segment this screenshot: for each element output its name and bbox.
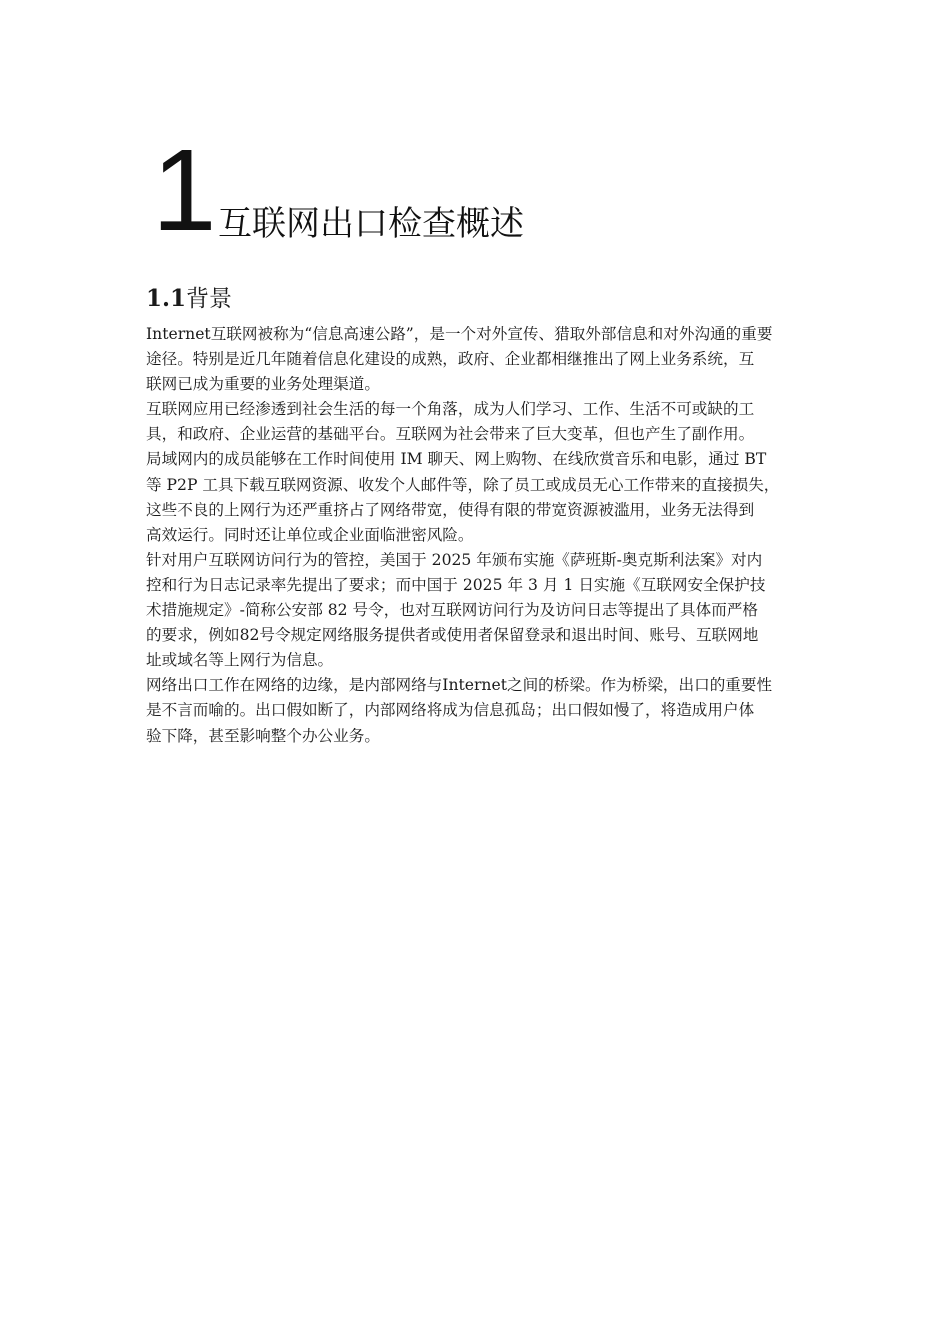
section-heading <box>146 284 232 314</box>
text-line: 网络出口工作在网络的边缘，是内部网络与Internet之间的桥梁。作为桥梁，出口的重要性 <box>146 676 773 695</box>
paragraph <box>146 322 812 397</box>
chapter-heading <box>146 125 826 255</box>
chapter-title: 互联网出口检查概述 <box>218 204 524 244</box>
text-line: 址或域名等上网行为信息。 <box>146 651 334 670</box>
text-line: 互联网应用已经渗透到社会生活的每一个角落，成为人们学习、工作、生活不可或缺的工 <box>146 400 755 419</box>
text-line: 具，和政府、企业运营的基础平台。互联网为社会带来了巨大变革，但也产生了副作用。 <box>146 425 755 444</box>
section-number: 1.1 <box>146 285 187 312</box>
text-line: 联网已成为重要的业务处理渠道。 <box>146 375 380 394</box>
text-line: 高效运行。同时还让单位或企业面临泄密风险。 <box>146 525 474 544</box>
paragraph <box>146 673 812 748</box>
text-line: 验下降，甚至影响整个办公业务。 <box>146 726 380 745</box>
text-line: 控和行为日志记录率先提出了要求；而中国于 2025 年 3 月 1 日实施《互联网安全保护技 <box>146 575 766 594</box>
text-line: Internet互联网被称为“信息高速公路”，是一个对外宣传、猎取外部信息和对外沟通的重要 <box>146 325 773 343</box>
paragraph <box>146 548 812 673</box>
text-line: 等 P2P 工具下载互联网资源、收发个人邮件等，除了员工或成员无心工作带来的直接损失， <box>146 475 780 494</box>
section-title: 背景 <box>186 286 233 312</box>
section-body <box>146 322 812 749</box>
text-line: 的要求，例如82号令规定网络服务提供者或使用者保留登录和退出时间、账号、互联网地 <box>146 626 759 645</box>
paragraph <box>146 397 812 548</box>
text-line: 术措施规定》-简称公安部 82 号令，也对互联网访问行为及访问日志等提出了具体而严格 <box>146 601 758 620</box>
text-line: 这些不良的上网行为还严重挤占了网络带宽，使得有限的带宽资源被滥用，业务无法得到 <box>146 500 755 519</box>
chapter-number: 1 <box>152 125 217 255</box>
text-line: 局域网内的成员能够在工作时间使用 IM 聊天、网上购物、在线欣赏音乐和电影，通过 BT <box>146 450 767 469</box>
text-line: 是不言而喻的。出口假如断了，内部网络将成为信息孤岛；出口假如慢了，将造成用户体 <box>146 701 755 720</box>
text-line: 途径。特别是近几年随着信息化建设的成熟，政府、企业都相继推出了网上业务系统，互 <box>146 350 755 369</box>
text-line: 针对用户互联网访问行为的管控，美国于 2025 年颁布实施《萨班斯-奥克斯利法案》对内 <box>146 550 763 569</box>
